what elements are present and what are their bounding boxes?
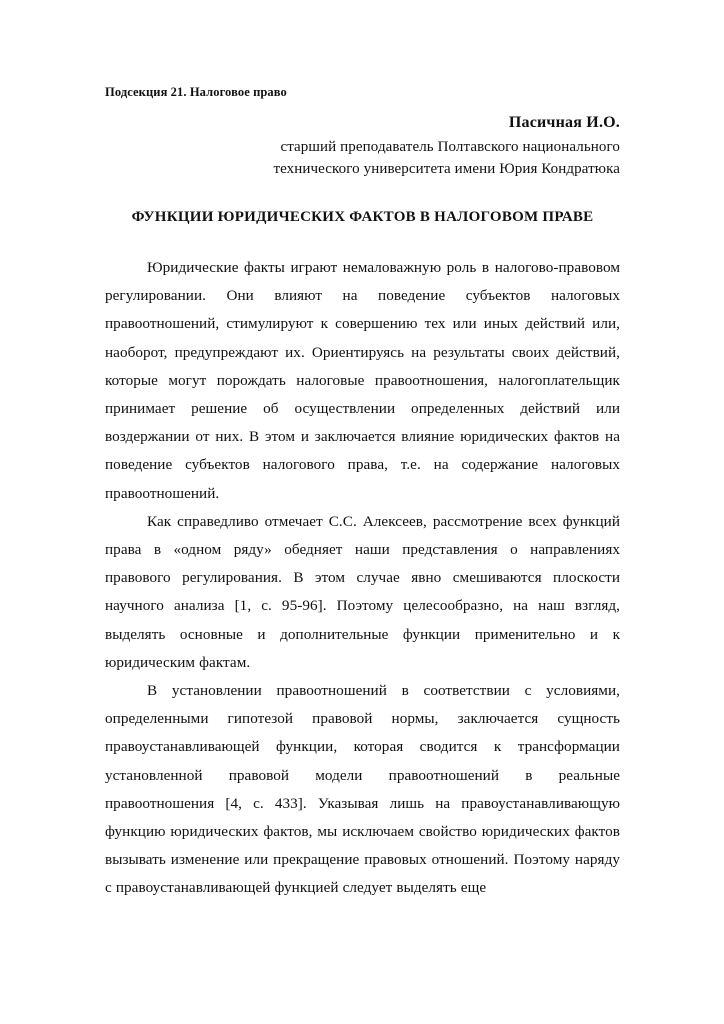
subsection-header: Подсекция 21. Налоговое право [105,85,287,99]
author-affiliation-line-1: старший преподаватель Полтавского национального [280,139,620,155]
author-block [105,112,620,180]
page-content [105,84,620,903]
page-title: ФУНКЦИИ ЮРИДИЧЕСКИХ ФАКТОВ В НАЛОГОВОМ ПРАВЕ [131,209,594,225]
body-paragraph: Как справедливо отмечает С.С. Алексеев, рассмотрение всех функций права в «одном ряду» обедняет наши представления о направлениях правового регулирования. В этом случае явно смешиваются плоскости научного анализа [1, с. 95-96]. Поэтому целесообразно, на наш взгляд, выделять основные и дополнительные функции применительно и к юридическим фактам. [105,512,620,671]
author-affiliation-line-2: технического университета имени Юрия Кондратюка [273,161,620,177]
body-paragraph: В установлении правоотношений в соответствии с условиями, определенными гипотезой правовой нормы, заключается сущность правоустанавливающей функции, которая сводится к трансформации установленной правовой модели правоотношений в реальные правоотношения [4, с. 433]. Указывая лишь на правоустанавливающую функцию юридических фактов, мы исключаем свойство юридических фактов вызывать изменение или прекращение правовых отношений. Поэтому наряду с правоустанавливающей функцией следует выделять еще [105,682,620,897]
body-paragraph: Юридические факты играют немаловажную роль в налогово-правовом регулировании. Они влияют на поведение субъектов налоговых правоотношений, стимулируют к совершению тех или иных действий или, наоборот, предупреждают их. Ориентируясь на результаты своих действий, которые могут порождать налоговые правоотношения, налогоплательщик принимает решение об осуществлении определенных действий или воздержании от них. В этом и заключается влияние юридических фактов на поведение субъектов налогового права, т.е. на содержание налоговых правоотношений. [105,259,620,502]
author-name: Пасичная И.О. [508,114,620,131]
